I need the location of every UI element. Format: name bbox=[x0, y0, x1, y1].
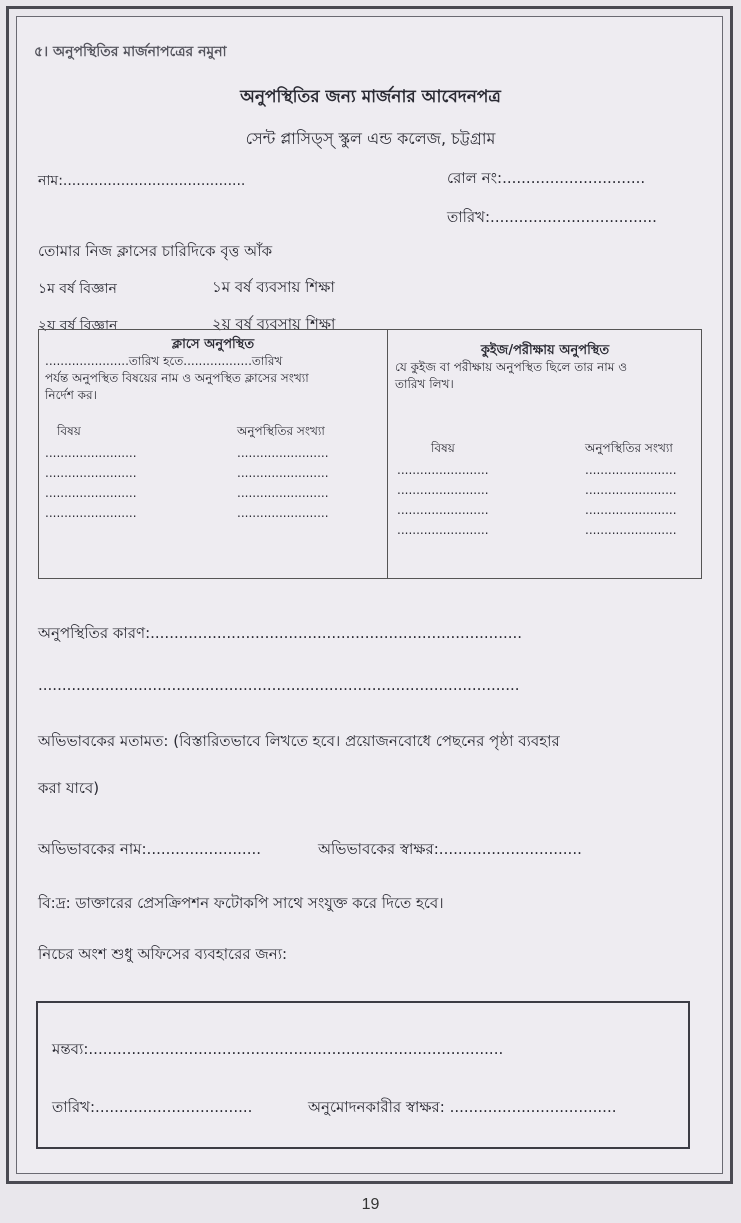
class-option-bus1[interactable]: ১ম বর্ষ ব্যবসায় শিক্ষা bbox=[212, 278, 335, 296]
form-title: অনুপস্থিতির জন্য মার্জনার আবেদনপত্র bbox=[240, 87, 501, 107]
quiz-col-subject: বিষয় bbox=[431, 441, 455, 455]
school-name: সেন্ট প্লাসিড্স্ স্কুল এন্ড কলেজ, চট্টগ্রাম bbox=[245, 129, 496, 148]
guardian-signature-field[interactable]: অভিভাবকের স্বাক্ষর:.............................. bbox=[318, 840, 582, 858]
section-heading: ৫। অনুপস্থিতির মার্জনাপত্রের নমুনা bbox=[34, 44, 227, 60]
class-count-line[interactable]: ........................ bbox=[237, 506, 329, 520]
class-subject-line[interactable]: ........................ bbox=[45, 506, 137, 520]
quiz-absence-line1: যে কুইজ বা পরীক্ষায় অনুপস্থিত ছিলে তার নাম ও bbox=[395, 360, 628, 374]
note-text: বি:দ্র: ডাক্তারের প্রেসক্রিপশন ফটোকপি সাথে সংযুক্ত করে দিতে হবে। bbox=[38, 894, 444, 912]
quiz-count-line[interactable]: ........................ bbox=[585, 483, 677, 497]
quiz-count-lines[interactable] bbox=[585, 460, 677, 540]
quiz-absence-title: কুইজ/পরীক্ষায় অনুপস্থিত bbox=[480, 343, 610, 358]
class-absence-line3: নির্দেশ কর। bbox=[45, 388, 97, 402]
class-absence-title: ক্লাসে অনুপস্থিত bbox=[171, 337, 255, 352]
class-count-line[interactable]: ........................ bbox=[237, 486, 329, 500]
quiz-subject-line[interactable]: ........................ bbox=[397, 463, 489, 477]
quiz-absence-line2: তারিখ লিখ। bbox=[395, 377, 454, 391]
class-count-line[interactable]: ........................ bbox=[237, 466, 329, 480]
class-col-count: অনুপস্থিতির সংখ্যা bbox=[237, 424, 325, 438]
quiz-count-line[interactable]: ........................ bbox=[585, 463, 677, 477]
class-count-line[interactable]: ........................ bbox=[237, 446, 329, 460]
reason-field-cont[interactable]: ..................................................................................................... bbox=[38, 676, 520, 694]
class-subject-line[interactable]: ........................ bbox=[45, 446, 137, 460]
quiz-subject-line[interactable]: ........................ bbox=[397, 503, 489, 517]
class-option-sci2[interactable]: ২য় বর্ষ বিজ্ঞান bbox=[38, 318, 118, 334]
approver-signature-field[interactable]: অনুমোদনকারীর স্বাক্ষর: ................................... bbox=[308, 1098, 617, 1116]
class-subject-line[interactable]: ........................ bbox=[45, 486, 137, 500]
guardian-opinion-line1: অভিভাবকের মতামত: (বিস্তারিতভাবে লিখতে হবে। প্রয়োজনবোধে পেছনের পৃষ্ঠা ব্যবহার bbox=[38, 732, 560, 750]
class-absence-line1[interactable]: ......................তারিখ হতে..................তারিখ bbox=[45, 354, 283, 368]
class-absence-line2: পর্যন্ত অনুপস্থিত বিষয়ের নাম ও অনুপস্থিত ক্লাসের সংখ্যা bbox=[45, 371, 309, 385]
class-instruction: তোমার নিজ ক্লাসের চারিদিকে বৃত্ত আঁক bbox=[38, 242, 273, 260]
quiz-col-count: অনুপস্থিতির সংখ্যা bbox=[585, 441, 673, 455]
quiz-subject-line[interactable]: ........................ bbox=[397, 483, 489, 497]
quiz-subject-line[interactable]: ........................ bbox=[397, 523, 489, 537]
roll-field[interactable]: রোল নং:.............................. bbox=[447, 169, 646, 187]
comment-field[interactable]: মন্তব্য:....................................................................................... bbox=[52, 1040, 504, 1058]
reason-field[interactable]: অনুপস্থিতির কারণ:.............................................................................. bbox=[38, 624, 523, 642]
name-field[interactable]: নাম:......................................... bbox=[38, 173, 246, 189]
office-date-field[interactable]: তারিখ:................................. bbox=[52, 1098, 253, 1116]
class-col-subject: বিষয় bbox=[57, 424, 81, 438]
quiz-count-line[interactable]: ........................ bbox=[585, 503, 677, 517]
class-option-bus2[interactable]: ২য় বর্ষ ব্যবসায় শিক্ষা bbox=[212, 315, 336, 333]
quiz-subject-lines[interactable] bbox=[397, 460, 489, 540]
guardian-opinion-line2: করা যাবে) bbox=[38, 779, 100, 797]
class-option-sci1[interactable]: ১ম বর্ষ বিজ্ঞান bbox=[38, 281, 117, 297]
quiz-absence-panel bbox=[395, 342, 695, 393]
page-number: 19 bbox=[361, 1196, 380, 1213]
class-subject-lines[interactable] bbox=[45, 443, 137, 523]
office-use-box bbox=[36, 1001, 690, 1149]
class-subject-line[interactable]: ........................ bbox=[45, 466, 137, 480]
office-use-note: নিচের অংশ শুধু অফিসের ব্যবহারের জন্য: bbox=[38, 945, 288, 963]
absence-table bbox=[38, 329, 702, 579]
quiz-count-line[interactable]: ........................ bbox=[585, 523, 677, 537]
table-divider bbox=[387, 330, 388, 578]
guardian-name-field[interactable]: অভিভাবকের নাম:........................ bbox=[38, 840, 261, 858]
class-count-lines[interactable] bbox=[237, 443, 329, 523]
date-field[interactable]: তারিখ:................................... bbox=[447, 208, 657, 226]
class-absence-panel bbox=[45, 336, 381, 404]
